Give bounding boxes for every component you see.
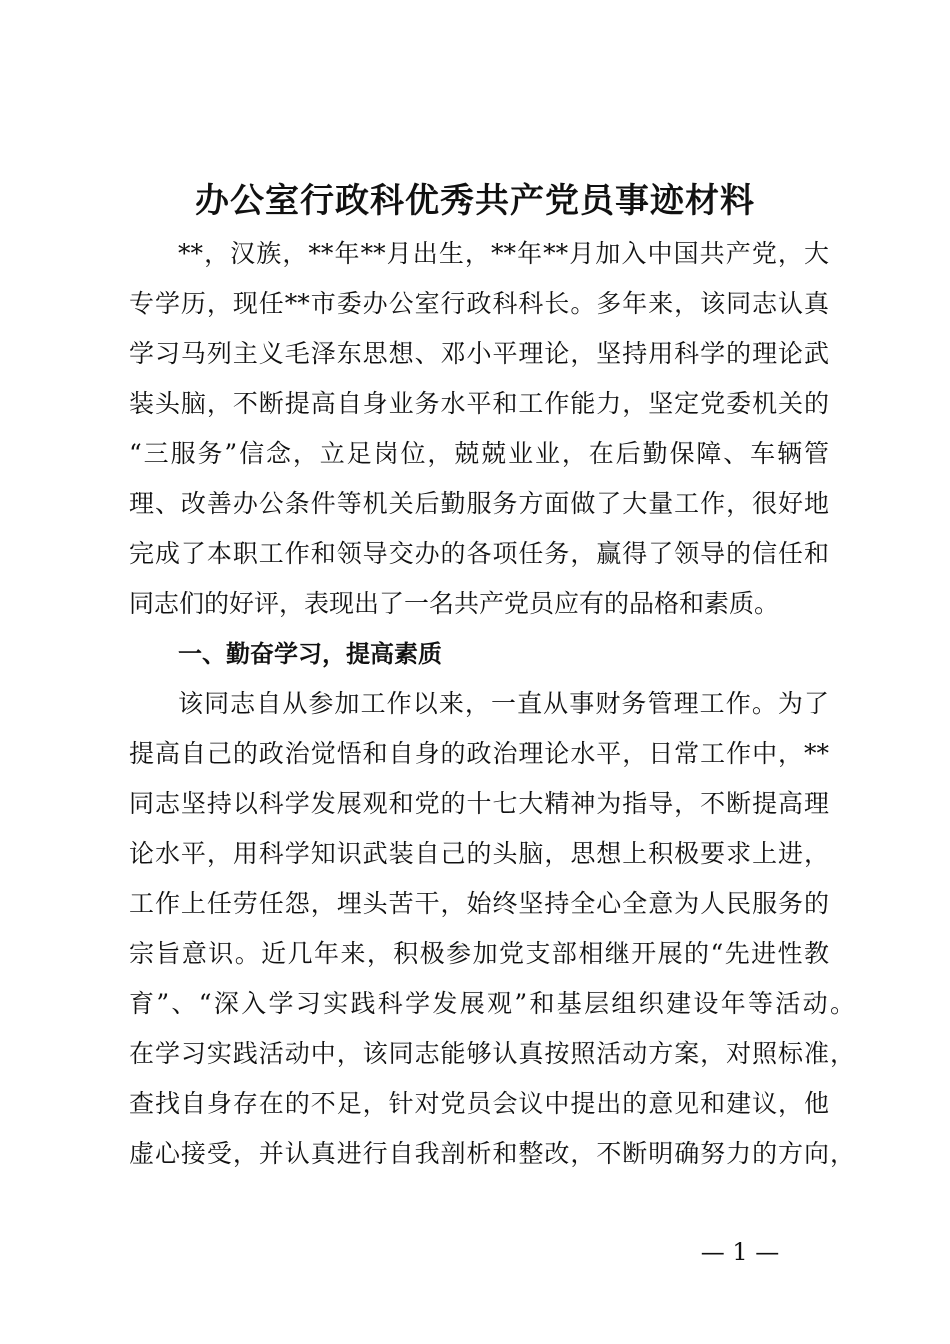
page-number: — 1 —: [700, 1238, 780, 1266]
paragraph-1-line-4: 装头脑，不断提高自身业务水平和工作能力，坚定党委机关的: [129, 389, 829, 418]
paragraph-2-line-6: 宗旨意识。近几年来，积极参加党支部相继开展的“先进性教: [129, 939, 829, 968]
paragraph-2-line-1: 该同志自从参加工作以来，一直从事财务管理工作。为了: [178, 689, 829, 718]
paragraph-2-line-10: 虚心接受，并认真进行自我剖析和整改，不断明确努力的方向，: [129, 1139, 855, 1168]
paragraph-2-line-3: 同志坚持以科学发展观和党的十七大精神为指导，不断提高理: [129, 789, 829, 818]
paragraph-2-line-7: 育”、“深入学习实践科学发展观”和基层组织建设年等活动。: [129, 989, 855, 1018]
document-title: 办公室行政科优秀共产党员事迹材料: [195, 181, 755, 221]
paragraph-1-line-8: 同志们的好评，表现出了一名共产党员应有的品格和素质。: [129, 589, 780, 618]
paragraph-1-line-7: 完成了本职工作和领导交办的各项任务，赢得了领导的信任和: [129, 539, 829, 568]
paragraph-1-line-5: “三服务”信念，立足岗位，兢兢业业，在后勤保障、车辆管: [129, 439, 829, 468]
section-1-heading: 一、勤奋学习，提高素质: [178, 640, 442, 668]
paragraph-1-line-6: 理、改善办公条件等机关后勤服务方面做了大量工作，很好地: [129, 489, 829, 518]
paragraph-1-line-1: **，汉族，**年**月出生，**年**月加入中国共产党，大: [178, 239, 829, 268]
paragraph-1-line-2: 专学历，现任**市委办公室行政科科长。多年来，该同志认真: [129, 289, 829, 318]
paragraph-2-line-9: 查找自身存在的不足，针对党员会议中提出的意见和建议，他: [129, 1089, 829, 1118]
paragraph-2-line-4: 论水平，用科学知识武装自己的头脑，思想上积极要求上进，: [129, 839, 829, 868]
paragraph-2-line-5: 工作上任劳任怨，埋头苦干，始终坚持全心全意为人民服务的: [129, 889, 829, 918]
paragraph-2-line-2: 提高自己的政治觉悟和自身的政治理论水平，日常工作中，**: [129, 739, 829, 768]
paragraph-1-line-3: 学习马列主义毛泽东思想、邓小平理论，坚持用科学的理论武: [129, 339, 829, 368]
paragraph-2-line-8: 在学习实践活动中，该同志能够认真按照活动方案，对照标准，: [129, 1039, 855, 1068]
